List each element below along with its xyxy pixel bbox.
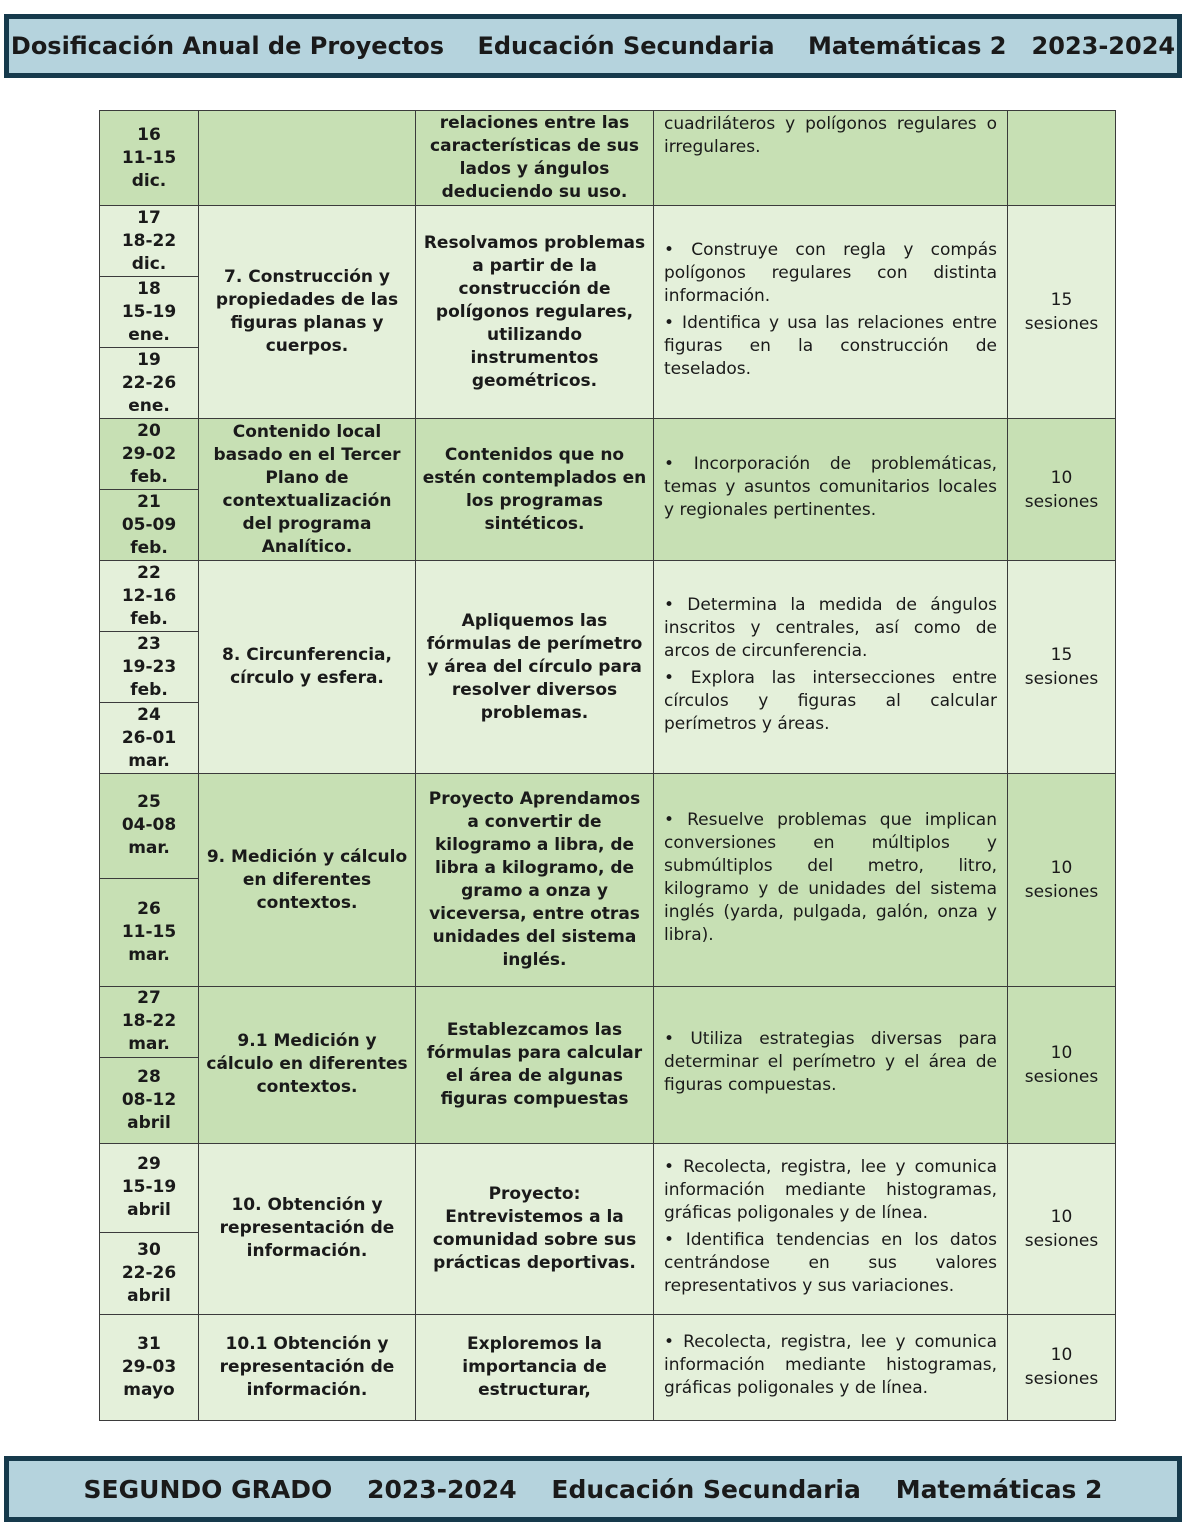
project-cell: Proyecto Aprendamos a convertir de kilogramo a libra, de libra a kilogramo, de gramo a onza y viceversa, entre otras unidades del sistema inglés.: [416, 774, 654, 986]
week-cell: 20 29-02 feb.: [100, 419, 199, 490]
content-cell: Contenido local basado en el Tercer Plano de contextualización del programa Analítico.: [199, 419, 416, 561]
table-row: [100, 561, 1116, 632]
content-cell: 9. Medición y cálculo en diferentes contextos.: [199, 774, 416, 986]
table-row: [100, 206, 1116, 277]
footer-year: 2023-2024: [367, 1474, 517, 1504]
header-year: 2023-2024: [1031, 32, 1176, 60]
header-title: Dosificación Anual de Proyectos: [10, 32, 445, 60]
week-cell: 23 19-23 feb.: [100, 632, 199, 703]
table-row: [100, 419, 1116, 490]
pda-cell: • Determina la medida de ángulos inscritos y centrales, así como de arcos de circunferencia. • Explora las intersecciones entre círculos y figuras al calcular perímetros y áreas.: [654, 561, 1008, 774]
week-cell: 17 18-22 dic.: [100, 206, 199, 277]
content-cell: 7. Construcción y propiedades de las figuras planas y cuerpos.: [199, 206, 416, 419]
footer-grade: SEGUNDO GRADO: [83, 1474, 333, 1504]
sessions-cell: 15 sesiones: [1008, 561, 1116, 774]
pda-cell: • Recolecta, registra, lee y comunica información mediante histogramas, gráficas poligonales y de línea.: [654, 1314, 1008, 1420]
pda-cell: • Resuelve problemas que implican conversiones en múltiplos y submúltiplos del metro, litro, kilogramo y de unidades del sistema inglés (yarda, pulgada, galón, onza y libra).: [654, 774, 1008, 986]
sessions-cell: 10 sesiones: [1008, 986, 1116, 1143]
project-cell: Exploremos la importancia de estructurar,: [416, 1314, 654, 1420]
pda-cell: • Incorporación de problemáticas, temas y asuntos comunitarios locales y regionales pertinentes.: [654, 419, 1008, 561]
schedule-table: [99, 110, 1116, 1421]
week-cell: 28 08-12 abril: [100, 1057, 199, 1143]
table-row: [100, 986, 1116, 1057]
week-cell: 31 29-03 mayo: [100, 1314, 199, 1420]
content-cell: [199, 111, 416, 206]
table-row: [100, 774, 1116, 878]
pda-cell: • Utiliza estrategias diversas para determinar el perímetro y el área de figuras compuestas.: [654, 986, 1008, 1143]
sessions-cell: 10 sesiones: [1008, 419, 1116, 561]
header-subject: Matemáticas 2: [807, 32, 1007, 60]
sessions-cell: 15 sesiones: [1008, 206, 1116, 419]
header-level: Educación Secundaria: [477, 32, 775, 60]
project-cell: Contenidos que no estén contemplados en los programas sintéticos.: [416, 419, 654, 561]
content-cell: 10. Obtención y representación de información.: [199, 1143, 416, 1314]
week-cell: 19 22-26 ene.: [100, 348, 199, 419]
footer-banner: [4, 1456, 1182, 1522]
table-row: [100, 111, 1116, 206]
sessions-cell: 10 sesiones: [1008, 1143, 1116, 1314]
week-cell: 24 26-01 mar.: [100, 703, 199, 774]
content-cell: 8. Circunferencia, círculo y esfera.: [199, 561, 416, 774]
week-cell: 29 15-19 abril: [100, 1143, 199, 1232]
footer-level: Educación Secundaria: [551, 1474, 861, 1504]
sessions-cell: 10 sesiones: [1008, 774, 1116, 986]
footer-subject: Matemáticas 2: [895, 1474, 1103, 1504]
pda-cell: • Construye con regla y compás polígonos regulares con distinta información. • Identifica y usa las relaciones entre figuras en la construcción de teselados.: [654, 206, 1008, 419]
table-row: [100, 1143, 1116, 1232]
header-banner: [4, 14, 1182, 78]
table-row: [100, 1314, 1116, 1420]
pda-cell: • Recolecta, registra, lee y comunica información mediante histogramas, gráficas poligonales y de línea. • Identifica tendencias en los datos centrándose en sus valores representativos y sus variaciones.: [654, 1143, 1008, 1314]
week-cell: 26 11-15 mar.: [100, 878, 199, 986]
content-cell: 9.1 Medición y cálculo en diferentes contextos.: [199, 986, 416, 1143]
project-cell: Apliquemos las fórmulas de perímetro y área del círculo para resolver diversos problemas.: [416, 561, 654, 774]
week-cell: 25 04-08 mar.: [100, 774, 199, 878]
week-cell: 16 11-15 dic.: [100, 111, 199, 206]
week-cell: 21 05-09 feb.: [100, 490, 199, 561]
sessions-cell: 10 sesiones: [1008, 1314, 1116, 1420]
week-cell: 18 15-19 ene.: [100, 277, 199, 348]
week-cell: 30 22-26 abril: [100, 1232, 199, 1314]
sessions-cell: [1008, 111, 1116, 206]
week-cell: 27 18-22 mar.: [100, 986, 199, 1057]
project-cell: relaciones entre las características de sus lados y ángulos deduciendo su uso.: [416, 111, 654, 206]
week-cell: 22 12-16 feb.: [100, 561, 199, 632]
project-cell: Establezcamos las fórmulas para calcular el área de algunas figuras compuestas: [416, 986, 654, 1143]
project-cell: Resolvamos problemas a partir de la construcción de polígonos regulares, utilizando instrumentos geométricos.: [416, 206, 654, 419]
pda-cell: cuadriláteros y polígonos regulares o irregulares.: [654, 111, 1008, 206]
project-cell: Proyecto: Entrevistemos a la comunidad sobre sus prácticas deportivas.: [416, 1143, 654, 1314]
content-cell: 10.1 Obtención y representación de información.: [199, 1314, 416, 1420]
